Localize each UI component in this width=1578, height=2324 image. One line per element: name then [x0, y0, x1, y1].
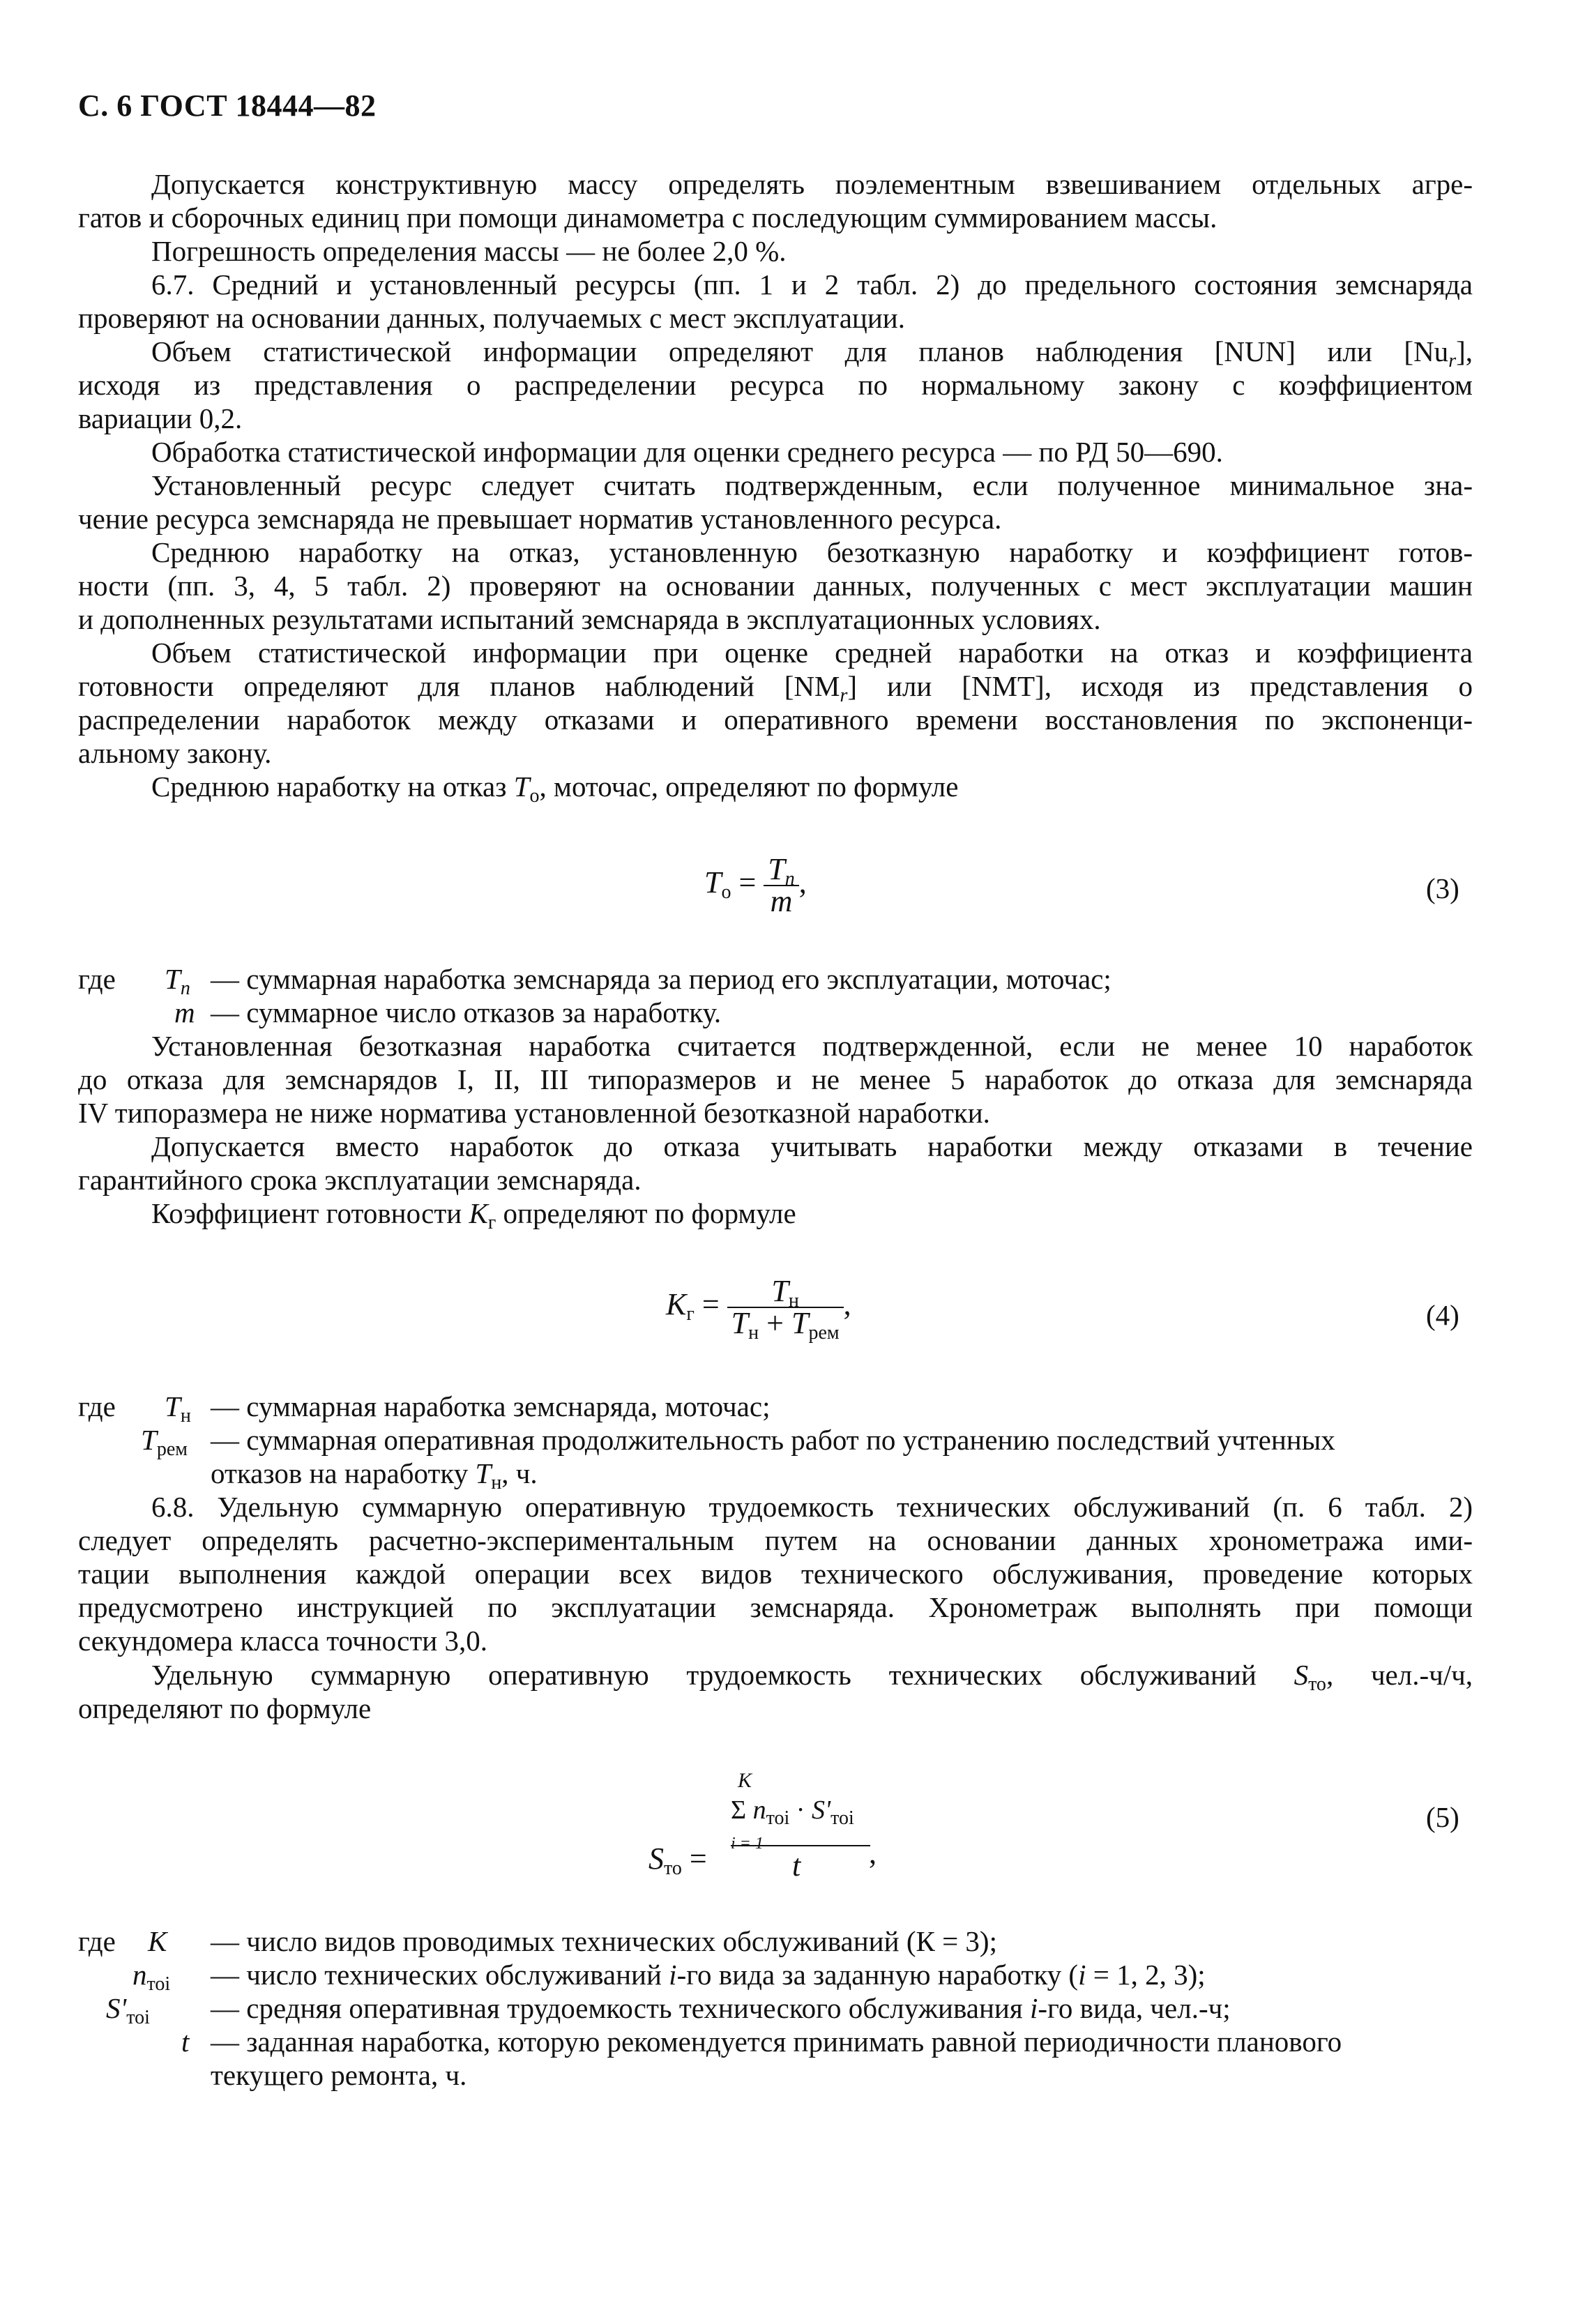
formula-4-legend	[78, 1390, 1473, 1494]
text-line: и дополненных результатами испытаний земснаряда в эксплуатационных условиях.	[78, 603, 1101, 635]
text-line: IV типоразмера не ниже норматива установленной безотказной наработки.	[78, 1097, 990, 1129]
legend-row: где $T_н$ — суммарная наработка земснаряда, моточас;	[78, 1390, 771, 1427]
text-line: Допускается конструктивную массу определять поэлементным взвешиванием отдельных агре-	[151, 168, 1473, 200]
text-line: гарантийного срока эксплуатации земснаряда.	[78, 1164, 642, 1196]
formula-5-legend	[78, 1924, 1473, 2092]
paragraph-6-8	[78, 1490, 1473, 1657]
text-line: следует определять расчетно-экспериментальным путем на основании данных хронометража ими-	[78, 1524, 1473, 1556]
paragraph-warranty	[78, 1130, 1473, 1197]
legend-row: отказов на наработку $T_н$, ч.	[211, 1457, 538, 1494]
formula-fraction: $\frac{T_н}{T_н + T_{рем}}$	[727, 1276, 844, 1339]
text-line: Обработка статистической информации для оценки среднего ресурса — по РД 50—690.	[151, 436, 1223, 468]
formula-4-number: (4)	[1426, 1299, 1459, 1331]
page-header: С. 6 ГОСТ 18444—82	[78, 89, 377, 123]
text-line: Допускается вместо наработок до отказа учитывать наработки между отказами в течение	[151, 1130, 1473, 1162]
legend-row: где $T_n$ — суммарная наработка земснаряда за период его эксплуатации, моточас;	[78, 963, 1112, 999]
text-line: Среднюю наработку на отказ, установленную безотказную наработку и коэффициент готов-	[151, 536, 1473, 568]
text-line: секундомера класса точности 3,0.	[78, 1625, 487, 1657]
text-line: проверяют на основании данных, получаемых с мест эксплуатации.	[78, 302, 905, 334]
text-line: 6.7. Средний и установленный ресурсы (пп. 1 и 2 табл. 2) до предельного состояния земснаряда	[151, 268, 1473, 301]
text-line: альному закону.	[78, 737, 272, 769]
paragraph-formula4-intro	[78, 1197, 1473, 1233]
text-line: Погрешность определения массы — не более 2,0 %.	[151, 235, 787, 267]
text-line: гатов и сборочных единиц при помощи динамометра с последующим суммированием массы.	[78, 202, 1217, 234]
paragraph-mass-error	[78, 234, 1473, 268]
formula-3-legend	[78, 962, 1473, 1029]
paragraph-formula3-intro	[78, 770, 1473, 807]
text-line: ности (пп. 3, 4, 5 табл. 2) проверяют на основании данных, полученных с мест эксплуатации машин	[78, 570, 1473, 602]
paragraph-processing	[78, 435, 1473, 469]
text-line: исходя из представления о распределении ресурса по нормальному закону с коэффициентом	[78, 369, 1473, 401]
text-line: Установленная безотказная наработка считается подтвержденной, если не менее 10 наработок	[151, 1030, 1473, 1062]
text-line: чение ресурса земснаряда не превышает норматив установленного ресурса.	[78, 503, 1002, 535]
paragraph-mass-method	[78, 167, 1473, 234]
text-line: тации выполнения каждой операции всех видов технического обслуживания, проведение которых	[78, 1558, 1473, 1590]
text-line: распределении наработок между отказами и оперативного времени восстановления по экспоненци-	[78, 704, 1473, 736]
legend-row: $n_{тоi}$ — число технических обслуживаний i-го вида за заданную наработку (i = 1, 2, 3);	[132, 1959, 1206, 1995]
formula-3: $T_о$ = $\frac{T_n}{m}$ ,	[704, 852, 807, 918]
text-line: Объем статистической информации при оценке средней наработки на отказ и коэффициента	[151, 637, 1473, 669]
formula-fraction: $\frac{T_n}{m}$	[764, 854, 798, 917]
paragraph-mtbf	[78, 536, 1473, 636]
paragraph-failure-free	[78, 1029, 1473, 1130]
paragraph-resource-confirm	[78, 469, 1473, 536]
paragraph-stat-info	[78, 335, 1473, 435]
paragraph-formula5-intro	[78, 1658, 1473, 1725]
text-line: предусмотрено инструкцией по эксплуатации земснаряда. Хронометраж выполнять при помощи	[78, 1591, 1473, 1623]
text-line: Объем статистической информации определяют для планов наблюдения [NUN] или $[Nu_r]$,	[151, 335, 1473, 372]
legend-row: m — суммарное число отказов за наработку.	[174, 996, 722, 1028]
paragraph-stat-mtbf	[78, 636, 1473, 770]
formula-equals: =	[738, 865, 757, 900]
formula-symbol: T	[704, 865, 722, 900]
legend-row: $T_{рем}$ — суммарная оперативная продолжительность работ по устранению последствий учтенных	[141, 1424, 1335, 1460]
text-line: до отказа для земснарядов I, II, III типоразмеров и не менее 5 наработок до отказа для земснаряда	[78, 1063, 1473, 1095]
legend-row: текущего ремонта, ч.	[211, 2059, 467, 2091]
formula-4: $K_г$ = $\frac{T_н}{T_н + T_{рем}}$ ,	[666, 1274, 851, 1344]
text-line: определяют по формуле	[78, 1692, 372, 1724]
text-line: 6.8. Удельную суммарную оперативную трудоемкость технических обслуживаний (п. 6 табл. 2)	[151, 1491, 1473, 1523]
legend-row: где K — число видов проводимых технических обслуживаний (К = 3);	[78, 1925, 997, 1957]
formula-5-number: (5)	[1426, 1801, 1459, 1833]
text-line: Установленный ресурс следует считать подтвержденным, если полученное минимальное зна-	[151, 469, 1473, 501]
text-line: Среднюю наработку на отказ $T_о$, моточас, определяют по формуле	[151, 770, 959, 807]
legend-row: $S'_{тоi}$ — средняя оперативная трудоемкость технического обслуживания i-го вида, чел.-ч;	[106, 1992, 1231, 2028]
text-line: Коэффициент готовности $K_г$ определяют по формуле	[151, 1197, 796, 1233]
text-line: готовности определяют для планов наблюдений $[NM_r]$ или [NMT], исходя из представления о	[78, 670, 1473, 706]
document-page: С. 6 ГОСТ 18444—82 Допускается конструктивную массу определять поэлементным взвешиванием отдельных агре- гатов и сборочных единиц при помощи динамометра с последующим суммированием массы. Погрешность определения массы — не более 2,0 %. 6.7. Средний и установленный ресурсы (пп. 1 и 2 табл. 2) до предельного состояния земснаряда проверяют на основании данных, получаемых с мест эксплуатации. Объем статистической информации определяют для планов наблюдения [NUN] или $[Nu_r]$, исходя из представления о распределении ресурса по нормальному закону с коэффициентом вариации 0,2. Обработка статистической информации для оценки среднего ресурса — по РД 50—690. Установленный ресурс следует считать подтвержденным, если полученное минимальное зна- чение ресурса земснаряда не превышает норматив установленного ресурса. Среднюю наработку на отказ, установленную безотказную наработку и коэффициент готов- ности (пп. 3, 4, 5 табл. 2) проверяют на основании данных, полученных с мест эксплуатации машин и дополненных результатами испытаний земснаряда в эксплуатационных условиях. Объем статистической информации при оценке средней наработки на отказ и коэффициента готовности определяют для планов наблюдений $[NM_r]$ или [NMT], исходя из представления о распределении наработок между отказами и оперативного времени восстановления по экспоненци- альному закону. Среднюю наработку на отказ $T_о$, моточас, определяют по формуле $T_о$ = $\frac{T_n}{m}$ , (3) где $T_n$ — суммарная наработка земснаряда за период его эксплуатации, моточас; m — суммарное число отказов за наработку. Установленная безотказная наработка считается подтвержденной, если не менее 10 наработок до отказа для земснарядов I, II, III типоразмеров и не менее 5 наработок до отказа для земснаряда IV типоразмера не ниже норматива установленной безотказной наработки. Допускается вместо наработок до отказа учитывать наработки между отказами в течение гарантийного срока эксплуатации земснаряда. Коэффициент готовности $K_г$ определяют по формуле $K_г$ = $\frac{T_н}{T_н + T_{рем}}$ , (4) где $T_н$ — суммарная наработка земснаряда, моточас; $T_{рем}$ — суммарная оперативная продолжительность работ по устранению последствий учтенных отказов на наработку $T_н$, ч. 6.8. Удельную суммарную оперативную трудоемкость технических обслуживаний (п. 6 табл. 2) следует определять расчетно-экспериментальным путем на основании данных хронометража ими- тации выполнения каждой операции всех видов технического обслуживания, проведение которых предусмотрено инструкцией по эксплуатации земснаряда. Хронометраж выполнять при помощи секундомера класса точности 3,0. Удельную суммарную оперативную трудоемкость технических обслуживаний $S_{то}$, чел.-ч/ч, определяют по формуле $S_{то}$ = K Σ $n_{тоi} \cdot S'_{тоi}$ i = 1 t , (5) где K — число видов проводимых технических обслуживаний (К = 3); $n_{тоi}$ — число технических обслуживаний i-го вида за заданную наработку (i = 1, 2, 3); $S'_{тоi}$ — средняя оперативная трудоемкость технического обслуживания i-го вида, чел.-ч; t — заданная наработка, которую рекомендуется принимать равной периодичности планового текущего ремонта, ч.	[78, 89, 1473, 2091]
formula-3-number: (3)	[1426, 872, 1459, 904]
legend-row: t — заданная наработка, которую рекомендуется принимать равной периодичности планового	[181, 2026, 1342, 2058]
paragraph-6-7	[78, 268, 1473, 335]
text-line: Удельную суммарную оперативную трудоемкость технических обслуживаний $S_{то}$, чел.-ч/ч,	[151, 1659, 1473, 1695]
text-line: вариации 0,2.	[78, 402, 243, 434]
